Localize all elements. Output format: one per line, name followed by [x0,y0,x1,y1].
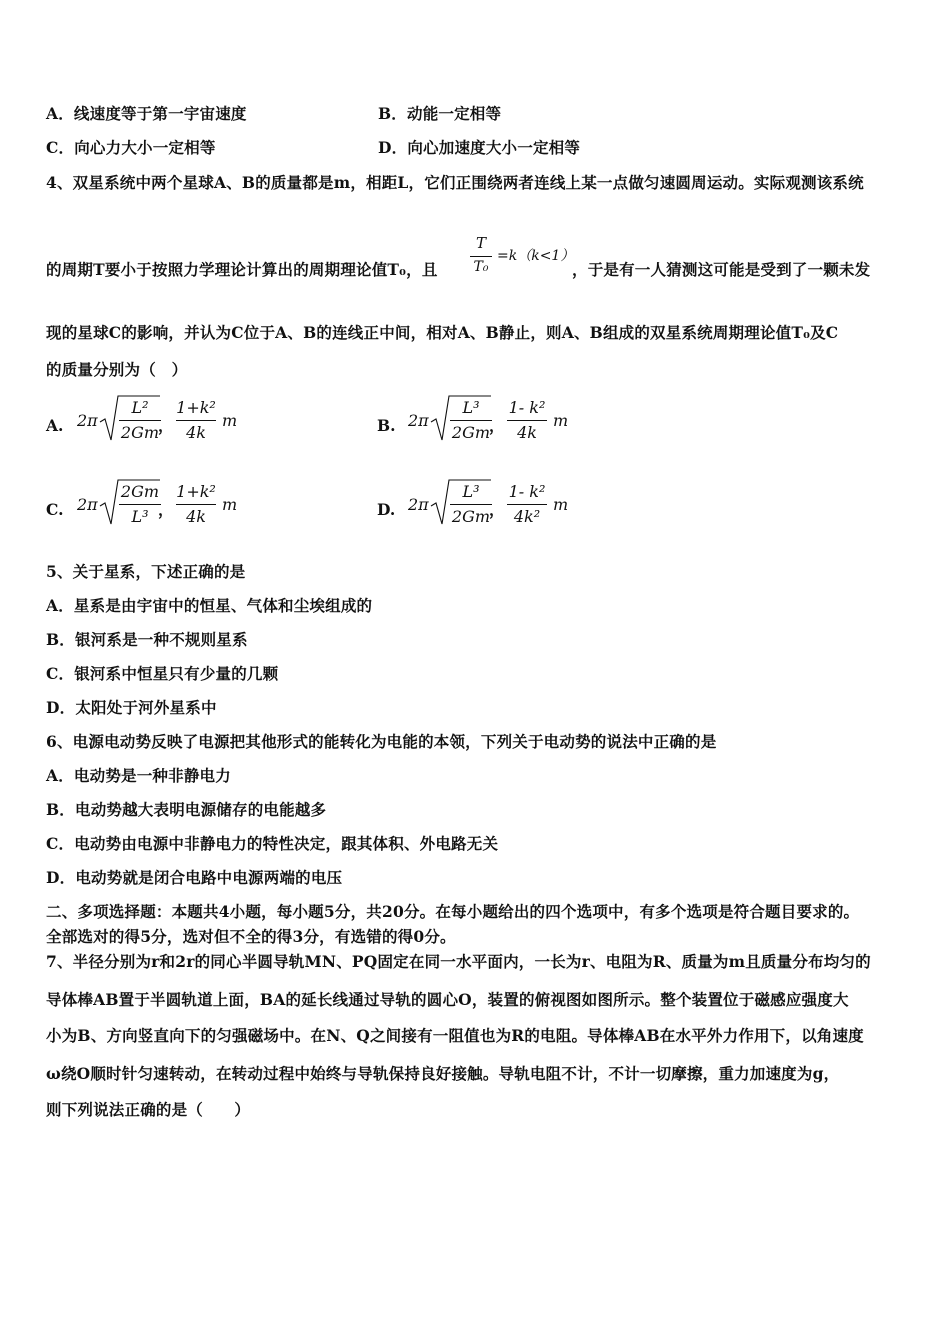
mass-denominator: 4k [186,423,206,442]
option-label: C. [46,500,64,519]
q7-line2: 导体棒AB置于半圆轨道上面，BA的延长线通过导轨的圆心O，装置的俯视图如图所示。整个装置位于磁感应强度大 [46,990,849,1009]
root-fraction-bar [119,504,161,505]
option-label: B. [377,416,396,435]
q5-option-d: D．太阳处于河外星系中 [46,698,217,717]
root-fraction-bar [450,420,492,421]
mass-numerator: 1+k² [176,482,216,501]
mass-symbol: m [222,411,238,430]
q3-option-b: B．动能一定相等 [378,104,502,123]
q6-option-d: D．电动势就是闭合电路中电源两端的电压 [46,868,343,887]
two-pi: 2π [77,411,98,430]
ratio-bar [470,256,492,257]
separator-comma: ， [489,416,505,435]
mass-fraction-bar [507,504,547,505]
q3-option-c: C．向心力大小一定相等 [46,138,216,157]
mass-fraction-bar [176,420,216,421]
mass-denominator: 4k [517,423,537,442]
q4-stem-line2-post: ，于是有一人猜测这可能是受到了一颗未发 [572,260,871,279]
q5-option-b: B．银河系是一种不规则星系 [46,630,248,649]
root-numerator: 2Gm [120,482,160,501]
option-label: A. [46,416,64,435]
q3-option-a: A．线速度等于第一宇宙速度 [46,104,247,123]
mass-symbol: m [222,495,238,514]
q5-option-c: C．银河系中恒星只有少量的几颗 [46,664,279,683]
mass-denominator: 4k² [513,507,541,526]
q7-line1: 7、半径分别为r和2r的同心半圆导轨MN、PQ固定在同一水平面内，一长为r、电阻为R、质量为m且质量分布均匀的 [46,952,871,971]
mass-numerator: 1- k² [508,482,546,501]
mass-numerator: 1+k² [176,398,216,417]
root-denominator: L³ [131,507,149,526]
q6-option-c: C．电动势由电源中非静电力的特性决定，跟其体积、外电路无关 [46,834,499,853]
q5-option-a: A．星系是由宇宙中的恒星、气体和尘埃组成的 [46,596,373,615]
root-denominator: 2Gm [451,507,491,526]
q4-stem-line1: 4、双星系统中两个星球A、B的质量都是m，相距L，它们正围绕两者连线上某一点做匀速圆周运动。实际观测该系统 [46,173,864,192]
ratio-denominator: T₀ [473,259,489,275]
q7-line5: 则下列说法正确的是（ ） [46,1100,251,1119]
q6-option-b: B．电动势越大表明电源储存的电能越多 [46,800,327,819]
root-fraction-bar [119,420,161,421]
section2-line1: 二、多项选择题：本题共4小题，每小题5分，共20分。在每小题给出的四个选项中，有多个选项是符合题目要求的。 [46,902,860,921]
two-pi: 2π [408,411,429,430]
mass-symbol: m [553,495,569,514]
mass-numerator: 1- k² [508,398,546,417]
q7-line3: 小为B、方向竖直向下的匀强磁场中。在N、Q之间接有一阻值也为R的电阻。导体棒AB在水平外力作用下，以角速度 [46,1026,864,1045]
separator-comma: ， [158,416,174,435]
separator-comma: ， [489,500,505,519]
root-numerator: L³ [462,398,480,417]
q4-stem-line2-pre: 的周期T要小于按照力学理论计算出的周期理论值T₀，且 [46,260,438,279]
q6-option-a: A．电动势是一种非静电力 [46,766,231,785]
root-numerator: L² [131,398,149,417]
section2-line2: 全部选对的得5分，选对但不全的得3分，有选错的得0分。 [46,927,456,946]
ratio-rhs: =k（k<1） [497,248,575,264]
two-pi: 2π [77,495,98,514]
ratio-numerator: T [475,234,486,252]
q6-stem: 6、电源电动势反映了电源把其他形式的能转化为电能的本领，下列关于电动势的说法中正确的是 [46,732,717,751]
mass-denominator: 4k [186,507,206,526]
mass-fraction-bar [176,504,216,505]
q4-stem-line4: 的质量分别为（ ） [46,360,188,379]
separator-comma: ， [158,500,174,519]
mass-fraction-bar [507,420,547,421]
q3-option-d: D．向心加速度大小一定相等 [378,138,581,157]
two-pi: 2π [408,495,429,514]
root-denominator: 2Gm [120,423,160,442]
q5-stem: 5、关于星系，下述正确的是 [46,562,246,581]
q4-stem-line3: 现的星球C的影响，并认为C位于A、B的连线正中间，相对A、B静止，则A、B组成的双星系统周期理论值T₀及C [46,323,839,342]
q7-line4: ω绕O顺时针匀速转动，在转动过程中始终与导轨保持良好接触。导轨电阻不计，不计一切摩擦，重力加速度为g， [46,1064,840,1083]
option-label: D. [377,500,396,519]
root-numerator: L³ [462,482,480,501]
root-fraction-bar [450,504,492,505]
root-denominator: 2Gm [451,423,491,442]
mass-symbol: m [553,411,569,430]
